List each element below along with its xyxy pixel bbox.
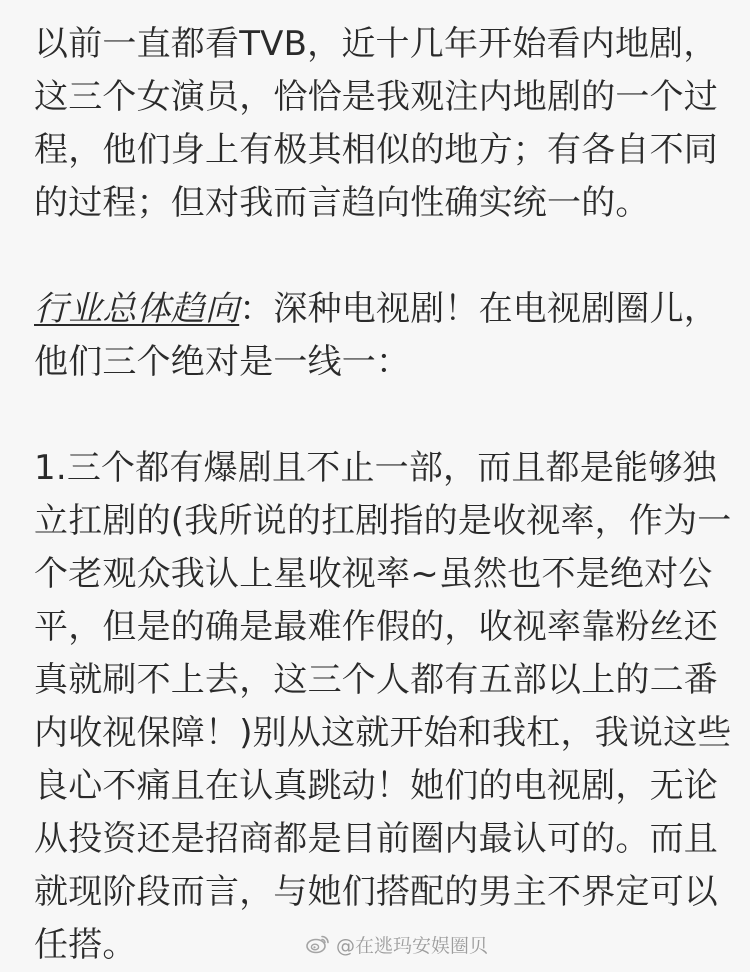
document-body bbox=[34, 18, 732, 972]
point1-line-5: 真就刷不上去，这三个人都有五部以上的二番 bbox=[34, 660, 718, 700]
watermark bbox=[306, 930, 488, 958]
watermark-text: @在逃玛安娱圈贝 bbox=[336, 934, 489, 957]
intro-line-4: 的过程；但对我而言趋向性确实统一的。 bbox=[34, 183, 650, 223]
point1-line-10: 任搭。 bbox=[34, 925, 137, 965]
intro-line-1: 以前一直都看TVB，近十几年开始看内地剧， bbox=[34, 24, 718, 64]
point1-line-2: 立扛剧的(我所说的扛剧指的是收视率，作为一 bbox=[34, 501, 732, 541]
paragraph-gap bbox=[34, 230, 724, 283]
point1-line-1: 1.三个都有爆剧且不止一部，而且都是能够独 bbox=[34, 448, 717, 488]
section-line-2: 他们三个绝对是一线一： bbox=[34, 342, 411, 382]
section-heading: 行业总体趋向 bbox=[34, 289, 240, 329]
section-line-1-text: ：深种电视剧！在电视剧圈儿， bbox=[239, 289, 719, 329]
point1-line-8: 从投资还是招商都是目前圈内最认可的。而且 bbox=[34, 819, 718, 859]
section-line-1 bbox=[34, 283, 724, 336]
intro-line-3: 程，他们身上有极其相似的地方；有各自不同 bbox=[34, 130, 718, 170]
weibo-icon bbox=[306, 934, 330, 954]
point1-line-3: 个老观众我认上星收视率~虽然也不是绝对公 bbox=[34, 554, 713, 594]
point1-line-4: 平，但是的确是最难作假的，收视率靠粉丝还 bbox=[34, 607, 718, 647]
intro-line-2: 这三个女演员，恰恰是我观注内地剧的一个过 bbox=[34, 77, 718, 117]
point1-line-9: 就现阶段而言，与她们搭配的男主不界定可以 bbox=[34, 872, 718, 912]
paragraph-gap bbox=[34, 389, 724, 442]
point1-line-7: 良心不痛且在认真跳动！她们的电视剧，无论 bbox=[34, 766, 718, 806]
point1-line-6: 内收视保障！)别从这就开始和我杠，我说这些 bbox=[34, 713, 732, 753]
